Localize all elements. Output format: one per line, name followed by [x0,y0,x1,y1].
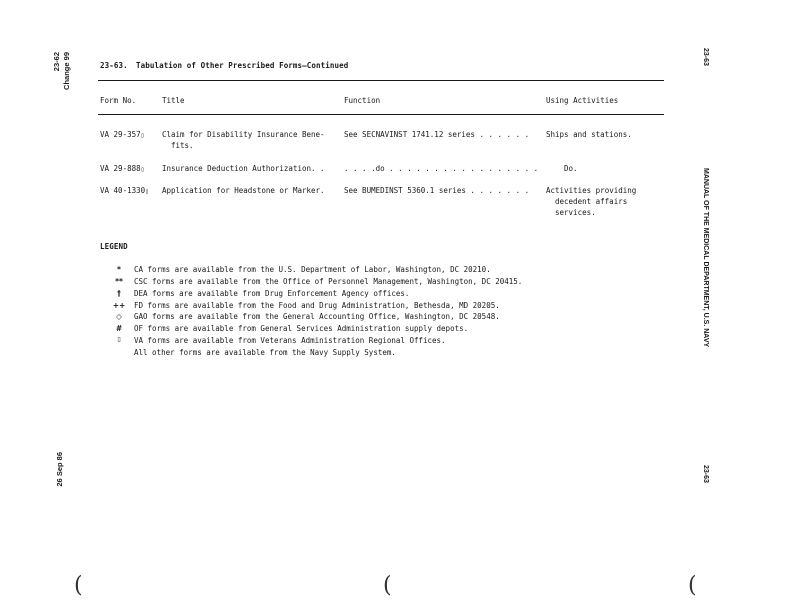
table-row-2-title: Insurance Deduction Authorization. . [162,164,325,173]
va-symbol-icon: ▯ [140,132,145,139]
legend-item-va: VA forms are available from Veterans Administration Regional Offices. [134,336,446,345]
hash-icon: # [115,324,123,333]
table-row-3-function: See BUMEDINST 5360.1 series . . . . . . . [344,186,530,195]
va-symbol-icon: ▯ [145,188,149,195]
legend-item-gao: GAO forms are available from the General Accounting Office, Washington, DC 20548. [134,312,500,321]
col-header-form-no: Form No. [100,96,137,105]
table-row-3-form: VA 40-1330▯ [100,186,149,195]
header-rule [98,114,664,115]
legend-item-csc: CSC forms are available from the Office of Personnel Management, Washington, DC 20415. [134,277,523,286]
section-title: Tabulation of Other Prescribed Forms—Continued [136,61,349,70]
table-row-1-form: VA 29-357▯ [100,130,145,139]
va-symbol-icon: ▯ [140,166,145,173]
table-row-1-function: See SECNAVINST 1741.12 series . . . . . . [344,130,530,139]
binder-hole-mark-center: ( [383,573,392,598]
top-rule [98,80,664,81]
legend-item-ca: CA forms are available from the U.S. Department of Labor, Washington, DC 20210. [134,265,491,274]
col-header-using: Using Activities [546,96,619,105]
table-row-1-using: Ships and stations. [546,130,632,139]
table-row-2-using: Do. [564,164,578,173]
col-header-title: Title [162,96,185,105]
table-row-2-function: . . . .do . . . . . . . . . . . . . . . . . [344,164,539,173]
table-row-2-form: VA 29-888▯ [100,164,145,173]
manual-title: MANUAL OF THE MEDICAL DEPARTMENT, U.S. NAVY [702,168,709,348]
legend-heading: LEGEND [100,242,128,251]
table-row-3-using: Activities providing decedent affairs services. [546,186,637,217]
asterisk-icon: * [117,265,121,274]
legend-item-fd: FD forms are available from the Food and Drug Administration, Bethesda, MD 20205. [134,301,500,310]
page-date: 26 Sep 86 [55,452,64,487]
legend-item-dea: DEA forms are available from Drug Enforcement Agency offices. [134,289,410,298]
binder-hole-mark-left: ( [74,573,83,598]
change-number: Change 99 [62,52,71,90]
box-icon: ▯ [117,336,121,343]
col-header-function: Function [344,96,381,105]
diamond-icon: ◇ [116,312,122,321]
page-ref-bottom: 23-63 [702,465,709,483]
dagger-icon: † [117,289,121,298]
double-asterisk-icon: ** [115,277,123,286]
table-row-3-title: Application for Headstone or Marker. [162,186,325,195]
table-row-1-title: Claim for Disability Insurance Bene- fits. [162,130,325,150]
section-number: 23-63. [100,61,128,70]
double-plus-icon: ++ [112,301,126,310]
page-ref-top: 23-63 [702,48,709,66]
legend-item-other: All other forms are available from the Navy Supply System. [134,348,396,357]
binder-hole-mark-right: ( [688,573,697,598]
page-number-left: 23-62 [52,52,61,72]
legend-item-of: OF forms are available from General Services Administration supply depots. [134,324,469,333]
